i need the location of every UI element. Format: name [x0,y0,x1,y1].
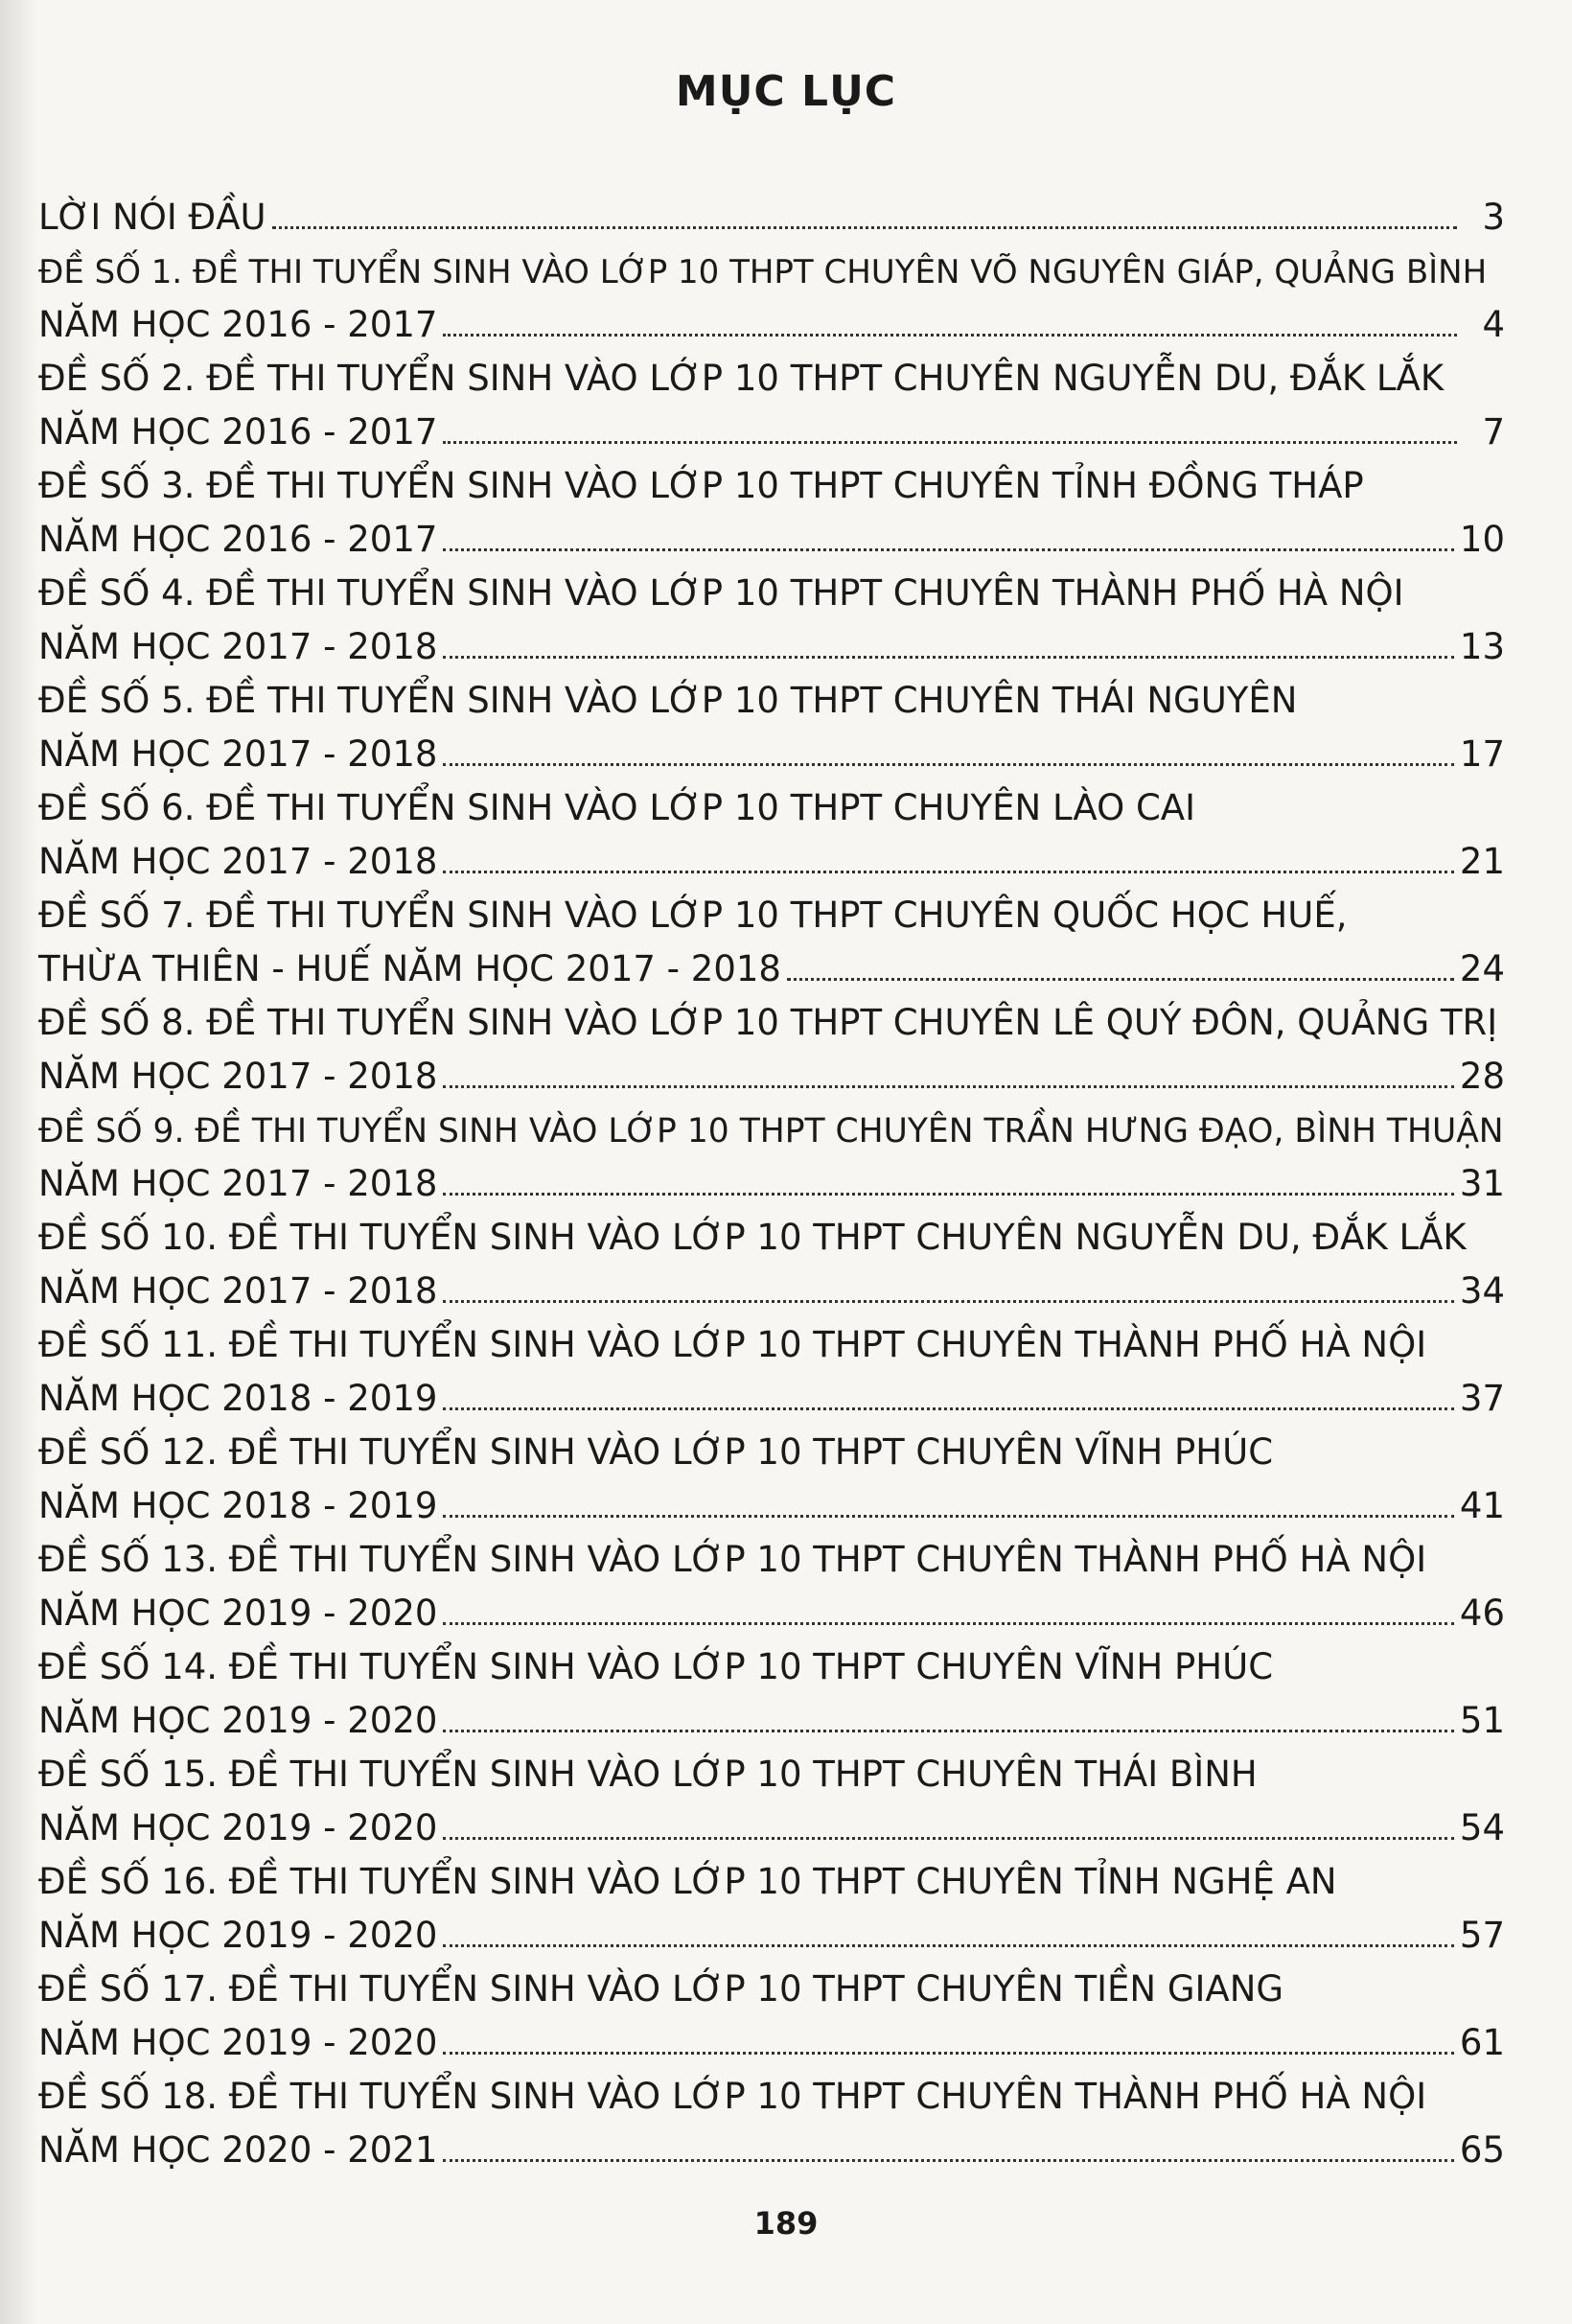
toc-entry[interactable] [38,989,1505,1097]
toc-line [38,1741,1505,1795]
toc-entry-title: ĐỀ SỐ 11. ĐỀ THI TUYỂN SINH VÀO LỚP 10 THPT CHUYÊN THÀNH PHỐ HÀ NỘI [38,1324,1427,1365]
toc-entry-year: THỪA THIÊN - HUẾ NĂM HỌC 2017 - 2018 [38,948,781,989]
dot-leader [443,334,1457,337]
dot-leader [443,871,1453,873]
toc-line [38,1204,1505,1258]
toc-line [38,989,1505,1043]
toc-entry-title: ĐỀ SỐ 6. ĐỀ THI TUYỂN SINH VÀO LỚP 10 THPT CHUYÊN LÀO CAI [38,787,1196,828]
dot-leader [272,226,1457,229]
toc-page-number: 61 [1459,2022,1505,2063]
toc-line [38,399,1505,453]
toc-entry-title: ĐỀ SỐ 1. ĐỀ THI TUYỂN SINH VÀO LỚP 10 THPT CHUYÊN VÕ NGUYÊN GIÁP, QUẢNG BÌNH [38,253,1488,291]
toc-entry-title: ĐỀ SỐ 15. ĐỀ THI TUYỂN SINH VÀO LỚP 10 THPT CHUYÊN THÁI BÌNH [38,1754,1258,1795]
toc-entry-title: ĐỀ SỐ 17. ĐỀ THI TUYỂN SINH VÀO LỚP 10 THPT CHUYÊN TIỀN GIANG [38,1968,1284,2010]
toc-page-number: 28 [1459,1056,1505,1097]
toc-entry[interactable] [38,238,1505,345]
toc-entry[interactable] [38,1097,1505,1204]
toc-entry[interactable] [38,345,1505,453]
toc-page-number: 46 [1459,1592,1505,1634]
toc-entry-title: ĐỀ SỐ 12. ĐỀ THI TUYỂN SINH VÀO LỚP 10 THPT CHUYÊN VĨNH PHÚC [38,1431,1274,1473]
toc-line [38,178,1505,238]
toc-entry[interactable] [38,667,1505,775]
toc-entry-title: ĐỀ SỐ 5. ĐỀ THI TUYỂN SINH VÀO LỚP 10 THPT CHUYÊN THÁI NGUYÊN [38,680,1298,721]
toc-line [38,1687,1505,1741]
toc-entry-title: ĐỀ SỐ 4. ĐỀ THI TUYỂN SINH VÀO LỚP 10 THPT CHUYÊN THÀNH PHỐ HÀ NỘI [38,572,1404,614]
toc-entry-year: NĂM HỌC 2016 - 2017 [38,519,438,560]
dot-leader [443,1837,1453,1840]
toc-line [38,721,1505,775]
toc-entry-year: NĂM HỌC 2016 - 2017 [38,304,438,345]
toc-line [38,614,1505,667]
page-edge-shadow [0,0,38,2324]
toc-line [38,560,1505,614]
toc-entry[interactable] [38,1848,1505,1956]
toc-entry-year: NĂM HỌC 2017 - 2018 [38,733,438,775]
toc-page-number: 4 [1482,304,1505,345]
toc-entry-year: NĂM HỌC 2018 - 2019 [38,1485,438,1526]
toc-page-number: 65 [1459,2129,1505,2171]
toc-line [38,2117,1505,2171]
toc-page-number: 13 [1459,626,1505,667]
toc-entry-year: NĂM HỌC 2016 - 2017 [38,411,438,453]
toc-line [38,238,1505,291]
toc-entry-year: NĂM HỌC 2017 - 2018 [38,1163,438,1204]
toc-entry-year: NĂM HỌC 2019 - 2020 [38,1592,438,1634]
dot-leader [443,1730,1453,1732]
toc-entry-year: NĂM HỌC 2020 - 2021 [38,2129,438,2171]
toc-line [38,1795,1505,1848]
toc-line [38,506,1505,560]
toc-entry-title: ĐỀ SỐ 9. ĐỀ THI TUYỂN SINH VÀO LỚP 10 THPT CHUYÊN TRẦN HƯNG ĐẠO, BÌNH THUẬN [38,1112,1504,1150]
toc-page-number: 51 [1459,1700,1505,1741]
toc-entry[interactable] [38,882,1505,989]
toc-entry-label: LỜI NÓI ĐẦU [38,197,266,238]
dot-leader [443,1407,1453,1410]
toc-page-number: 7 [1482,411,1505,453]
toc-entry[interactable] [38,1956,1505,2063]
toc-page-number: 41 [1459,1485,1505,1526]
toc-line [38,2063,1505,2117]
toc-entry-year: NĂM HỌC 2017 - 2018 [38,1056,438,1097]
toc-entry[interactable] [38,1312,1505,1419]
toc-line [38,1956,1505,2010]
toc-line [38,1312,1505,1365]
toc-entry-title: ĐỀ SỐ 8. ĐỀ THI TUYỂN SINH VÀO LỚP 10 THPT CHUYÊN LÊ QUÝ ĐÔN, QUẢNG TRỊ [38,1002,1498,1043]
toc-line [38,828,1505,882]
dot-leader [443,763,1453,766]
toc-line [38,1526,1505,1580]
dot-leader [443,656,1453,659]
toc-line [38,882,1505,936]
toc-entry[interactable] [38,2063,1505,2171]
toc-line [38,1043,1505,1097]
toc-line [38,1419,1505,1473]
toc-line [38,1097,1505,1150]
toc-line [38,936,1505,989]
dot-leader [443,1944,1453,1947]
toc-line [38,453,1505,506]
dot-leader [443,1515,1453,1518]
toc-entry-intro[interactable] [38,178,1505,238]
toc-page-number: 31 [1459,1163,1505,1204]
toc-page-number: 21 [1459,841,1505,882]
toc-page-number: 34 [1459,1270,1505,1312]
toc-line [38,1150,1505,1204]
toc-page-number: 54 [1459,1807,1505,1848]
toc-line [38,291,1505,345]
dot-leader [787,978,1454,981]
toc-line [38,1902,1505,1956]
toc-entry[interactable] [38,560,1505,667]
dot-leader [443,1085,1453,1088]
toc-entry-title: ĐỀ SỐ 3. ĐỀ THI TUYỂN SINH VÀO LỚP 10 THPT CHUYÊN TỈNH ĐỒNG THÁP [38,465,1364,506]
toc-line [38,1258,1505,1312]
toc-entry-title: ĐỀ SỐ 7. ĐỀ THI TUYỂN SINH VÀO LỚP 10 THPT CHUYÊN QUỐC HỌC HUẾ, [38,895,1348,936]
toc-page-number: 57 [1459,1915,1505,1956]
toc-line [38,345,1505,399]
toc-entry-year: NĂM HỌC 2019 - 2020 [38,2022,438,2063]
toc-line [38,667,1505,721]
dot-leader [443,2052,1453,2055]
toc-entry[interactable] [38,1526,1505,1634]
toc-line [38,1580,1505,1634]
toc-line [38,1634,1505,1687]
toc-entry-title: ĐỀ SỐ 18. ĐỀ THI TUYỂN SINH VÀO LỚP 10 THPT CHUYÊN THÀNH PHỐ HÀ NỘI [38,2076,1427,2117]
toc-entry[interactable] [38,1419,1505,1526]
page-footer-number: 189 [753,2205,819,2242]
toc-entry[interactable] [38,775,1505,882]
toc-entry[interactable] [38,453,1505,560]
toc-entry-year: NĂM HỌC 2019 - 2020 [38,1807,438,1848]
toc-page-number: 37 [1459,1378,1505,1419]
toc-line [38,2010,1505,2063]
page-title: MỤC LỤC [675,67,897,116]
toc-line [38,1473,1505,1526]
toc-entry-year: NĂM HỌC 2017 - 2018 [38,841,438,882]
dot-leader [443,1622,1453,1625]
table-of-contents [38,178,1505,2171]
toc-entry[interactable] [38,1634,1505,1741]
toc-page-number: 10 [1459,519,1505,560]
dot-leader [443,441,1457,444]
toc-entry-title: ĐỀ SỐ 2. ĐỀ THI TUYỂN SINH VÀO LỚP 10 THPT CHUYÊN NGUYỄN DU, ĐẮK LẮK [38,358,1445,399]
toc-page-number: 3 [1482,197,1505,238]
toc-entry-title: ĐỀ SỐ 16. ĐỀ THI TUYỂN SINH VÀO LỚP 10 THPT CHUYÊN TỈNH NGHỆ AN [38,1861,1337,1902]
dot-leader [443,2159,1453,2162]
toc-page-number: 17 [1459,733,1505,775]
dot-leader [443,1193,1453,1196]
toc-entry-title: ĐỀ SỐ 13. ĐỀ THI TUYỂN SINH VÀO LỚP 10 THPT CHUYÊN THÀNH PHỐ HÀ NỘI [38,1539,1427,1580]
toc-entry[interactable] [38,1204,1505,1312]
toc-entry-year: NĂM HỌC 2019 - 2020 [38,1915,438,1956]
toc-page-number: 24 [1459,948,1505,989]
toc-entry-year: NĂM HỌC 2019 - 2020 [38,1700,438,1741]
toc-entry-title: ĐỀ SỐ 14. ĐỀ THI TUYỂN SINH VÀO LỚP 10 THPT CHUYÊN VĨNH PHÚC [38,1646,1274,1687]
dot-leader [443,1300,1453,1303]
toc-entry-year: NĂM HỌC 2017 - 2018 [38,1270,438,1312]
toc-entry-title: ĐỀ SỐ 10. ĐỀ THI TUYỂN SINH VÀO LỚP 10 THPT CHUYÊN NGUYỄN DU, ĐẮK LẮK [38,1217,1467,1258]
dot-leader [443,548,1453,551]
toc-entry-year: NĂM HỌC 2017 - 2018 [38,626,438,667]
toc-line [38,775,1505,828]
toc-entry[interactable] [38,1741,1505,1848]
toc-line [38,1848,1505,1902]
toc-line [38,1365,1505,1419]
toc-entry-year: NĂM HỌC 2018 - 2019 [38,1378,438,1419]
